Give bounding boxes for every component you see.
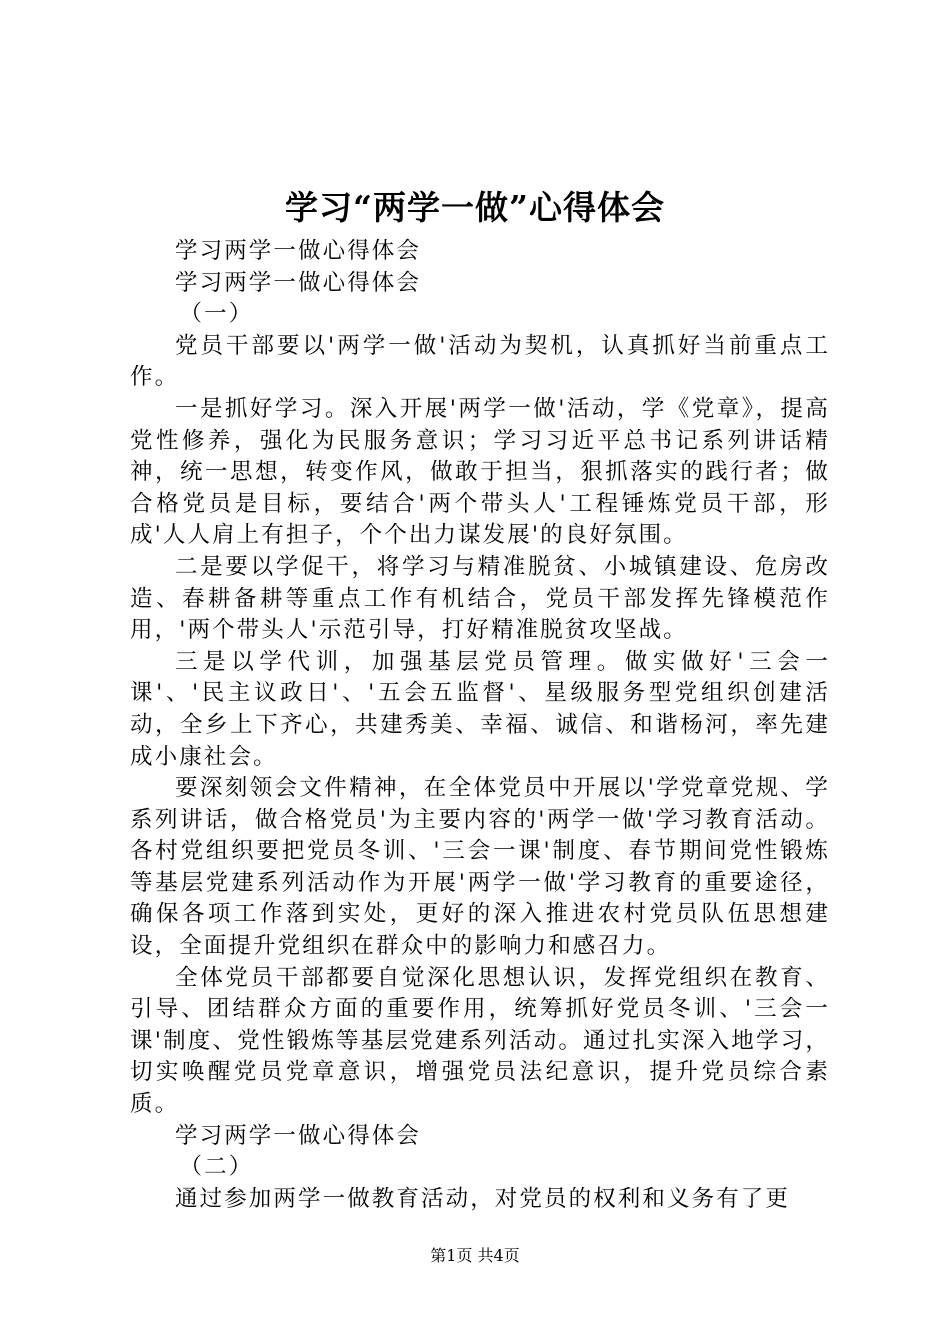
subtitle-line: 学习两学一做心得体会 <box>175 269 422 296</box>
document-body <box>130 236 830 1215</box>
subtitle-line: 学习两学一做心得体会 <box>175 238 422 264</box>
paragraph: 要深刻领会文件精神，在全体党员中开展以'学党章党规、学系列讲话，做合格党员'为主要内容的'两学一做'学习教育活动。各村党组织要把党员冬训、'三会一课'制度、春节期间党性锻炼等基层党建系列活动作为开展'两学一做'学习教育的重要途径，确保各项工作落到实处，更好的深入推进农村党员队伍思想建设，全面提升党组织在群众中的影响力和感召力。 <box>130 775 830 960</box>
document-title: 学习“两学一做”心得体会 <box>285 188 665 227</box>
paragraph: 二是要以学促干，将学习与精准脱贫、小城镇建设、危房改造、春耕备耕等重点工作有机结合，党员干部发挥先锋模范作用，'两个带头人'示范引导，打好精准脱贫攻坚战。 <box>130 553 830 644</box>
subtitle-line: 学习两学一做心得体会 <box>175 1122 422 1149</box>
paragraph: 一是抓好学习。深入开展'两学一做'活动，学《党章》，提高党性修养，强化为民服务意识；学习习近平总书记系列讲话精神，统一思想，转变作风，做敢于担当，狠抓落实的践行者；做合格党员是目标，要结合'两个带头人'工程锤炼党员干部，形成'人人肩上有担子，个个出力谋发展'的良好氛围。 <box>130 395 830 549</box>
page-footer: 第1页 共4页 <box>430 1246 520 1265</box>
section-number: （二） <box>179 1154 254 1181</box>
paragraph: 三是以学代训，加强基层党员管理。做实做好'三会一课'、'民主议政日'、'五会五监督'、星级服务型党组织创建活动，全乡上下齐心，共建秀美、幸福、诚信、和谐杨河，率先建成小康社会。 <box>130 648 830 770</box>
paragraph: 通过参加两学一做教育活动，对党员的权利和义务有了更 <box>175 1185 791 1212</box>
section-number: （一） <box>179 301 254 328</box>
paragraph: 全体党员干部都要自觉深化思想认识，发挥党组织在教育、引导、团结群众方面的重要作用，统筹抓好党员冬训、'三会一课'制度、党性锻炼等基层党建系列活动。通过扎实深入地学习，切实唤醒党员党章意识，增强党员法纪意识，提升党员综合素质。 <box>130 964 830 1118</box>
paragraph: 党员干部要以'两学一做'活动为契机，认真抓好当前重点工作。 <box>130 332 830 391</box>
